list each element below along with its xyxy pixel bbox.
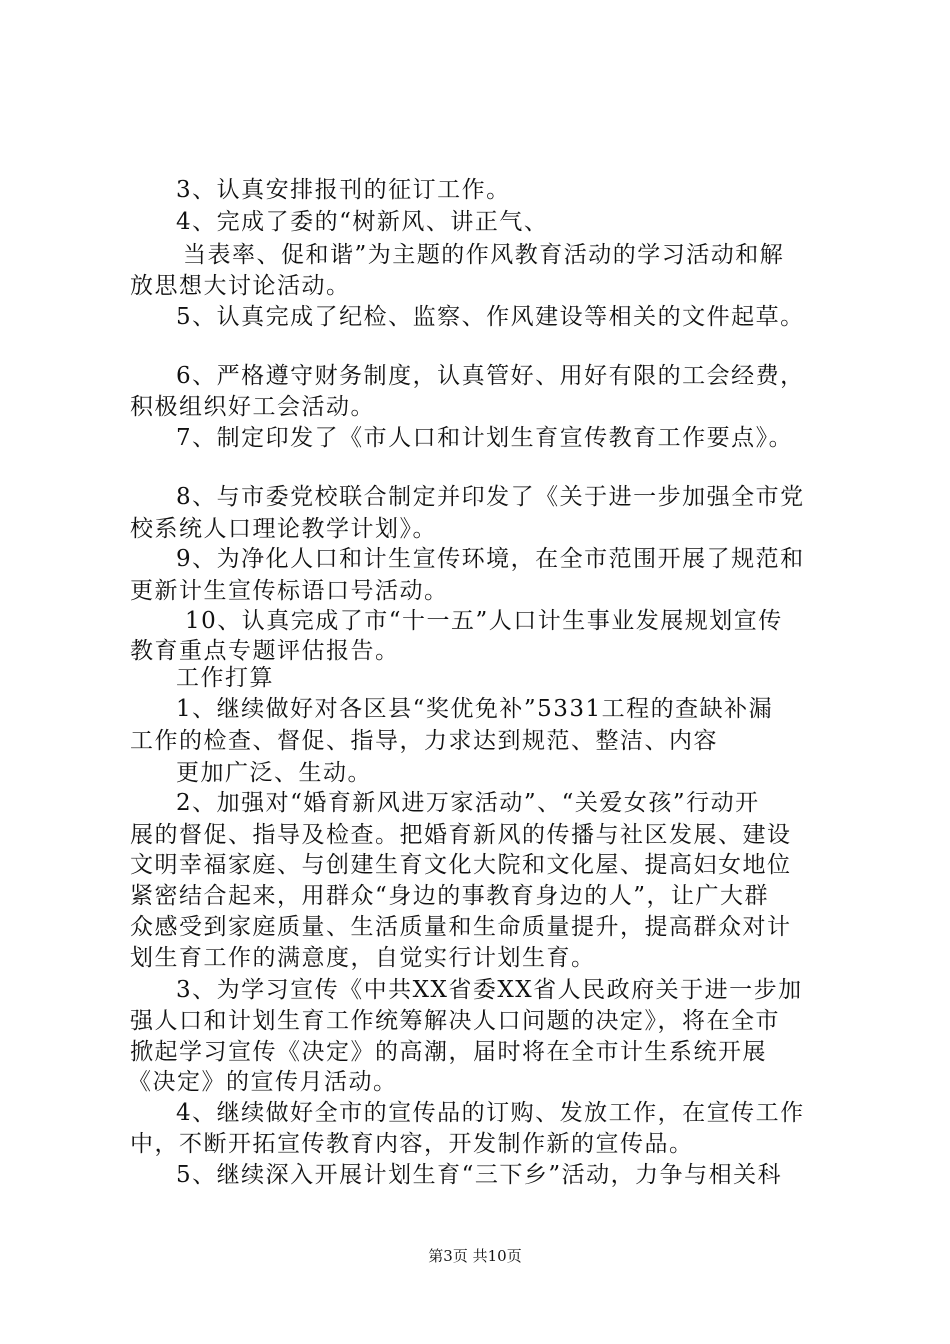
text-line: 强人口和计划生育工作统筹解决人口问题的决定》，将在全市 — [130, 1008, 780, 1034]
text-line: 教育重点专题评估报告。 — [130, 638, 400, 664]
text-line: 5、认真完成了纪检、监察、作风建设等相关的文件起草。 — [176, 304, 805, 330]
text-line: 展的督促、指导及检查。把婚育新风的传播与社区发展、建设 — [130, 822, 792, 848]
text-line: 7、制定印发了《市人口和计划生育宣传教育工作要点》。 — [176, 425, 794, 451]
section-heading: 工作打算 — [176, 665, 274, 691]
text-line: 10、认真完成了市“十一五”人口计生事业发展规划宣传 — [185, 608, 783, 634]
text-line: 工作的检查、督促、指导，力求达到规范、整洁、内容 — [130, 728, 718, 754]
text-line: 3、为学习宣传《中共XX省委XX省人民政府关于进一步加 — [176, 977, 803, 1003]
text-line: 紧密结合起来，用群众“身边的事教育身边的人”，让广大群 — [130, 883, 770, 909]
page-number: 第3页 共10页 — [428, 1247, 522, 1265]
text-line: 2、加强对“婚育新风进万家活动”、“关爱女孩”行动开 — [176, 790, 760, 816]
text-line: 3、认真安排报刊的征订工作。 — [176, 177, 511, 203]
text-line: 划生育工作的满意度，自觉实行计划生育。 — [130, 945, 596, 971]
text-line: 放思想大讨论活动。 — [130, 273, 351, 299]
text-line: 《决定》的宣传月活动。 — [128, 1069, 398, 1095]
text-line: 6、严格遵守财务制度，认真管好、用好有限的工会经费， — [176, 363, 805, 389]
text-line: 更新计生宣传标语口号活动。 — [130, 578, 449, 604]
text-line: 文明幸福家庭、与创建生育文化大院和文化屋、提高妇女地位 — [130, 852, 792, 878]
text-line: 当表率、促和谐”为主题的作风教育活动的学习活动和解 — [183, 242, 785, 268]
text-line: 4、完成了委的“树新风、讲正气、 — [176, 209, 549, 235]
text-line: 众感受到家庭质量、生活质量和生命质量提升，提高群众对计 — [130, 914, 792, 940]
text-line: 掀起学习宣传《决定》的高潮，届时将在全市计生系统开展 — [130, 1039, 767, 1065]
text-line: 8、与市委党校联合制定并印发了《关于进一步加强全市党 — [176, 484, 805, 510]
text-line: 1、继续做好对各区县“奖优免补”5331工程的查缺补漏 — [176, 696, 774, 722]
text-line: 积极组织好工会活动。 — [130, 394, 375, 420]
text-line: 5、继续深入开展计划生育“三下乡”活动，力争与相关科 — [176, 1162, 783, 1188]
text-line: 校系统人口理论教学计划》。 — [130, 516, 437, 542]
text-line: 9、为净化人口和计生宣传环境，在全市范围开展了规范和 — [176, 546, 805, 572]
text-line: 中，不断开拓宣传教育内容，开发制作新的宣传品。 — [130, 1131, 694, 1157]
text-line: 4、继续做好全市的宣传品的订购、发放工作，在宣传工作 — [176, 1100, 805, 1126]
text-line: 更加广泛、生动。 — [176, 760, 372, 786]
